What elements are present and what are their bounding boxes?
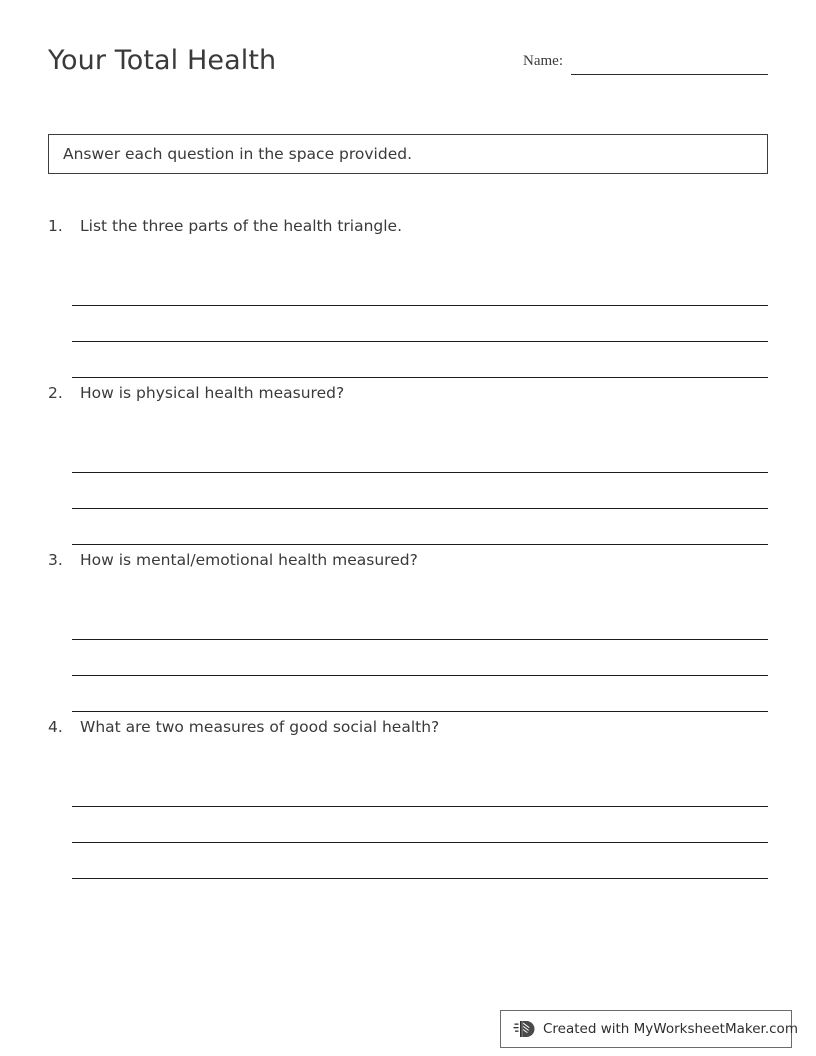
footer-attribution-badge[interactable] — [500, 1010, 798, 1048]
answer-line[interactable] — [72, 763, 768, 807]
question-text: List the three parts of the health triangle. — [80, 217, 403, 235]
question-text: What are two measures of good social health? — [80, 718, 440, 736]
question-number: 1. — [48, 217, 63, 235]
question-block — [48, 715, 768, 882]
page-title: Your Total Health — [48, 45, 277, 76]
question-number: 2. — [48, 384, 63, 402]
question-heading — [48, 381, 344, 405]
answer-line[interactable] — [72, 807, 768, 843]
worksheet-maker-logo-icon — [513, 1018, 535, 1040]
question-heading — [48, 214, 402, 238]
answer-lines — [72, 763, 768, 879]
question-heading — [48, 548, 418, 572]
answer-line[interactable] — [72, 262, 768, 306]
name-input-line[interactable] — [571, 74, 768, 75]
answer-line[interactable] — [72, 676, 768, 712]
name-field-group — [523, 52, 768, 78]
worksheet-header — [48, 44, 768, 92]
answer-line[interactable] — [72, 429, 768, 473]
question-number: 4. — [48, 718, 63, 736]
question-block — [48, 548, 768, 715]
answer-line[interactable] — [72, 509, 768, 545]
answer-line[interactable] — [72, 473, 768, 509]
answer-line[interactable] — [72, 596, 768, 640]
question-block — [48, 214, 768, 381]
name-label: Name: — [523, 53, 563, 69]
answer-lines — [72, 262, 768, 378]
instruction-box — [48, 134, 768, 174]
answer-lines — [72, 429, 768, 545]
answer-lines — [72, 596, 768, 712]
instruction-text: Answer each question in the space provided. — [63, 145, 413, 163]
answer-line[interactable] — [72, 640, 768, 676]
answer-line[interactable] — [72, 306, 768, 342]
question-block — [48, 381, 768, 548]
footer-text: Created with MyWorksheetMaker.com — [543, 1021, 798, 1037]
question-text: How is physical health measured? — [80, 384, 345, 402]
question-text: How is mental/emotional health measured? — [80, 551, 418, 569]
question-heading — [48, 715, 439, 739]
answer-line[interactable] — [72, 843, 768, 879]
question-number: 3. — [48, 551, 63, 569]
questions-list — [48, 214, 768, 882]
answer-line[interactable] — [72, 342, 768, 378]
